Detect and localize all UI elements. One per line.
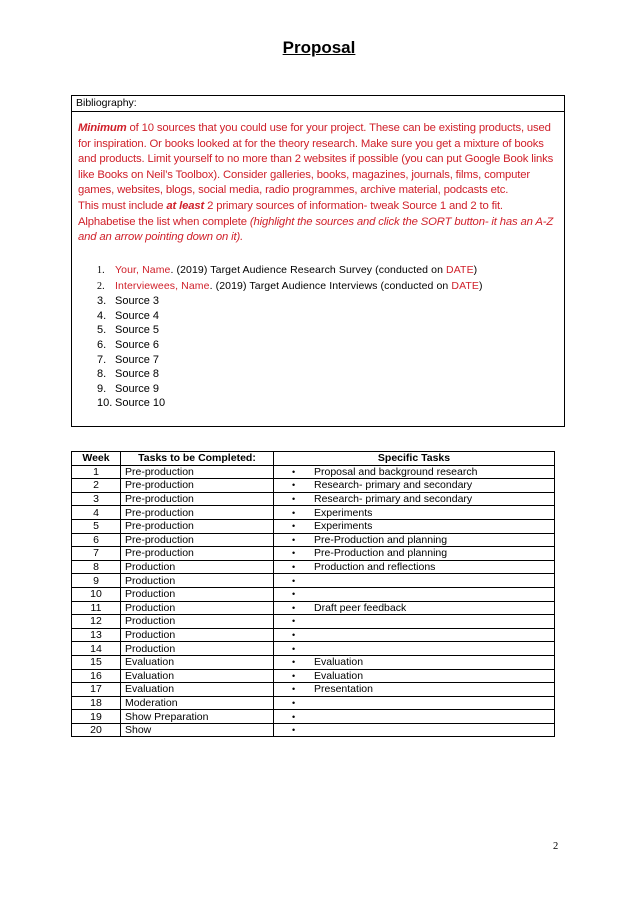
- table-row: [72, 533, 555, 547]
- source-author: Your, Name: [115, 264, 171, 276]
- source-text: Source 8: [115, 368, 160, 381]
- week-cell: 11: [72, 601, 121, 615]
- bullet-icon: •: [292, 548, 296, 559]
- specific-text: Evaluation: [314, 669, 364, 682]
- specific-text: Proposal and background research: [314, 465, 478, 478]
- table-row: [72, 574, 555, 588]
- schedule-table: [71, 451, 555, 737]
- week-cell: 3: [72, 492, 121, 506]
- week-cell: 7: [72, 547, 121, 561]
- table-row: [72, 465, 555, 479]
- column-header-specific: Specific Tasks: [274, 452, 555, 466]
- week-cell: 15: [72, 655, 121, 669]
- task-cell: Pre-production: [121, 533, 274, 547]
- source-text: Source 3: [115, 295, 160, 308]
- bullet-icon: •: [292, 466, 296, 477]
- week-cell: 17: [72, 683, 121, 697]
- task-cell: Evaluation: [121, 683, 274, 697]
- table-row: [72, 710, 555, 724]
- specific-cell: [274, 683, 555, 697]
- table-row: [72, 560, 555, 574]
- specific-cell: [274, 628, 555, 642]
- week-cell: 1: [72, 465, 121, 479]
- task-cell: Production: [121, 601, 274, 615]
- source-date: DATE: [451, 279, 480, 292]
- table-row: [72, 615, 555, 629]
- source-number: 8.: [97, 368, 107, 381]
- column-header-week: Week: [72, 452, 121, 466]
- source-text: Source 5: [115, 324, 160, 337]
- task-cell: Pre-production: [121, 465, 274, 479]
- week-cell: 14: [72, 642, 121, 656]
- instruction-paragraph: [78, 121, 558, 199]
- bullet-icon: •: [292, 494, 296, 505]
- week-cell: 4: [72, 506, 121, 520]
- table-row: [72, 628, 555, 642]
- source-text: Source 9: [115, 382, 160, 395]
- source-number: 2.: [97, 280, 105, 292]
- bullet-icon: •: [292, 616, 296, 627]
- task-cell: Production: [121, 628, 274, 642]
- source-item: [97, 338, 483, 353]
- instruction-text: .: [240, 231, 244, 244]
- source-item: [97, 309, 483, 324]
- source-text: . (2019) Target Audience Interviews (conducted on: [209, 279, 452, 292]
- source-text: Source 6: [115, 338, 160, 351]
- specific-cell: [274, 696, 555, 710]
- bullet-icon: •: [292, 589, 296, 600]
- bullet-icon: •: [292, 684, 296, 695]
- specific-text: Draft peer feedback: [314, 601, 407, 614]
- schedule-rows: [72, 465, 555, 737]
- bullet-icon: •: [292, 725, 296, 736]
- table-row: [72, 642, 555, 656]
- week-cell: 9: [72, 574, 121, 588]
- task-cell: Show Preparation: [121, 710, 274, 724]
- source-number: 5.: [97, 324, 107, 337]
- bibliography-instructions: [72, 112, 564, 246]
- week-cell: 8: [72, 560, 121, 574]
- specific-cell: [274, 479, 555, 493]
- specific-cell: [274, 669, 555, 683]
- specific-text: Production and reflections: [314, 561, 436, 574]
- task-cell: Show: [121, 723, 274, 737]
- source-author: Interviewees, Name: [115, 279, 210, 292]
- specific-cell: [274, 723, 555, 737]
- specific-cell: [274, 465, 555, 479]
- table-row: [72, 547, 555, 561]
- bullet-icon: •: [292, 670, 296, 681]
- bullet-icon: •: [292, 697, 296, 708]
- source-item: [97, 353, 483, 368]
- source-item: [97, 279, 483, 295]
- task-cell: Production: [121, 587, 274, 601]
- specific-text: Experiments: [314, 520, 373, 533]
- specific-cell: [274, 519, 555, 533]
- source-number: 3.: [97, 295, 107, 308]
- source-item: [97, 323, 483, 338]
- task-cell: Pre-production: [121, 519, 274, 533]
- source-number: 6.: [97, 338, 107, 351]
- emphasis-minimum: Minimum: [78, 122, 127, 134]
- table-row: [72, 669, 555, 683]
- source-number: 10.: [97, 397, 113, 410]
- specific-cell: [274, 642, 555, 656]
- specific-cell: [274, 492, 555, 506]
- table-row: [72, 723, 555, 737]
- bibliography-box: [71, 95, 565, 427]
- instruction-text: of 10 sources that you could use for your project. These can be existing products, used for inspiration. Or books looked at for the theory research. Make sure you get a mixture of books and products. Limit yourself to no more than 2 websites if possible (you can put Google Book links like Books on Neil’s Toolbox). Consider galleries, books, magazines, journals, films, computer games, websites, blogs, social media, radio programmes, archive material, podcasts etc.: [78, 122, 554, 197]
- source-number: 1.: [97, 265, 105, 276]
- instruction-text: 2 primary sources of information- tweak Source 1 and 2 to fit.: [204, 199, 503, 212]
- page-number: 2: [553, 841, 559, 852]
- task-cell: Pre-production: [121, 479, 274, 493]
- week-cell: 13: [72, 628, 121, 642]
- week-cell: 16: [72, 669, 121, 683]
- instruction-text: This must include: [78, 199, 167, 212]
- specific-text: Experiments: [314, 506, 373, 519]
- specific-text: Evaluation: [314, 656, 364, 669]
- task-cell: Moderation: [121, 696, 274, 710]
- source-item: [97, 396, 483, 411]
- source-text: ): [473, 264, 478, 276]
- specific-cell: [274, 710, 555, 724]
- week-cell: 18: [72, 696, 121, 710]
- task-cell: Pre-production: [121, 547, 274, 561]
- week-cell: 5: [72, 519, 121, 533]
- bullet-icon: •: [292, 562, 296, 573]
- task-cell: Production: [121, 615, 274, 629]
- source-number: 4.: [97, 309, 107, 322]
- week-cell: 6: [72, 533, 121, 547]
- specific-cell: [274, 615, 555, 629]
- specific-cell: [274, 655, 555, 669]
- source-item: [97, 367, 483, 382]
- bullet-icon: •: [292, 507, 296, 518]
- table-row: [72, 696, 555, 710]
- table-row: [72, 601, 555, 615]
- table-row: [72, 506, 555, 520]
- instruction-italic: (highlight the sources and click the SORT button- it has an A-Z and an arrow pointing down on it): [78, 215, 554, 244]
- bullet-icon: •: [292, 534, 296, 545]
- specific-cell: [274, 560, 555, 574]
- week-cell: 12: [72, 615, 121, 629]
- table-row: [72, 683, 555, 697]
- table-row: [72, 655, 555, 669]
- source-text: ): [479, 279, 483, 292]
- bullet-icon: •: [292, 643, 296, 654]
- task-cell: Production: [121, 642, 274, 656]
- week-cell: 19: [72, 710, 121, 724]
- source-date: DATE: [446, 264, 474, 276]
- task-cell: Evaluation: [121, 655, 274, 669]
- table-row: [72, 479, 555, 493]
- bibliography-header: Bibliography:: [72, 96, 564, 112]
- column-header-tasks: Tasks to be Completed:: [121, 452, 274, 466]
- week-cell: 2: [72, 479, 121, 493]
- specific-cell: [274, 587, 555, 601]
- specific-text: Presentation: [314, 683, 373, 696]
- specific-text: Pre-Production and planning: [314, 547, 448, 560]
- task-cell: Production: [121, 574, 274, 588]
- source-number: 7.: [97, 353, 107, 366]
- source-text: Source 4: [115, 309, 160, 322]
- bullet-icon: •: [292, 602, 296, 613]
- source-item: [97, 294, 483, 309]
- task-cell: Evaluation: [121, 669, 274, 683]
- bullet-icon: •: [292, 521, 296, 532]
- page-title: Proposal: [282, 38, 356, 57]
- table-row: [72, 519, 555, 533]
- specific-text: Pre-Production and planning: [314, 533, 448, 546]
- bullet-icon: •: [292, 480, 296, 491]
- specific-cell: [274, 533, 555, 547]
- source-text: Source 10: [115, 397, 166, 410]
- bullet-icon: •: [292, 657, 296, 668]
- table-row: [72, 587, 555, 601]
- source-item: [97, 263, 483, 279]
- instruction-paragraph: [78, 199, 558, 215]
- task-cell: Production: [121, 560, 274, 574]
- table-header-row: [72, 452, 555, 466]
- source-text: Source 7: [115, 353, 160, 366]
- instruction-text: Alphabetise the list when complete: [78, 215, 250, 228]
- task-cell: Pre-production: [121, 506, 274, 520]
- specific-cell: [274, 574, 555, 588]
- week-cell: 10: [72, 587, 121, 601]
- specific-cell: [274, 601, 555, 615]
- bullet-icon: •: [292, 711, 296, 722]
- specific-text: Research- primary and secondary: [314, 479, 473, 492]
- instruction-paragraph: [78, 215, 558, 246]
- table-row: [72, 492, 555, 506]
- bullet-icon: •: [292, 630, 296, 641]
- emphasis-at-least: at least: [166, 199, 205, 212]
- specific-text: Research- primary and secondary: [314, 493, 473, 506]
- week-cell: 20: [72, 723, 121, 737]
- specific-cell: [274, 506, 555, 520]
- specific-cell: [274, 547, 555, 561]
- source-list: [97, 263, 483, 411]
- source-text: . (2019) Target Audience Research Survey (conducted on: [170, 264, 447, 276]
- source-item: [97, 382, 483, 397]
- bullet-icon: •: [292, 575, 296, 586]
- source-number: 9.: [97, 382, 107, 395]
- task-cell: Pre-production: [121, 492, 274, 506]
